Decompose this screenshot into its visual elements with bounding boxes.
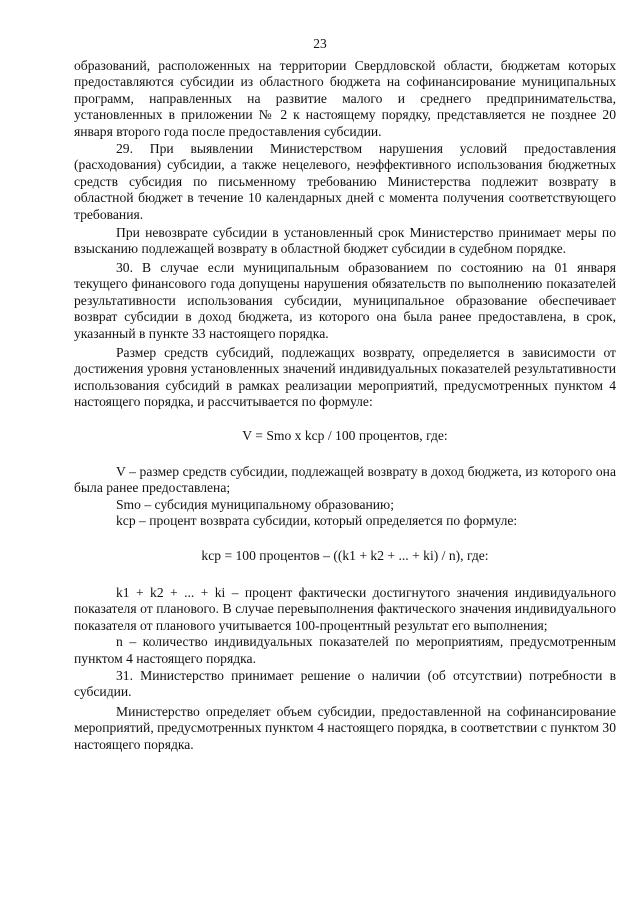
paragraph-return-amount: Размер средств субсидий, подлежащих возврату, определяется в зависимости от достижения уровня установленных значений индивидуальных показателей результативности использования субсидий в рамках реализации мероприятий, предусмотренных пунктом 4 настоящего порядка, и рассчитывается по формуле:: [74, 344, 616, 410]
paragraph-non-return: При невозврате субсидии в установленный срок Министерство принимает меры по взысканию подлежащей возврату в областной бюджет субсидии в судебном порядке.: [74, 225, 616, 257]
definition-k: k1 + k2 + ... + ki – процент фактически достигнутого значения индивидуального показателя от планового. В случае перевыполнения фактического значения индивидуального показателя от планового учитывается 100-процентный результат его выполнения;: [74, 584, 616, 633]
page-number: 23: [313, 36, 327, 51]
definition-kcp: kcp – процент возврата субсидии, который определяется по формуле:: [116, 513, 518, 529]
definition-n: n – количество индивидуальных показателей по мероприятиям, предусмотренным пунктом 4 настоящего порядка.: [74, 634, 616, 666]
paragraph-continuation: образований, расположенных на территории Свердловской области, бюджетам которых предоставляются субсидии из областного бюджета на софинансирование муниципальных программ, направленных на развитие малого и среднего предпринимательства, установленных в приложении № 2 к настоящему порядку, представляется не позднее 20 января второго года после предоставления субсидии.: [74, 58, 616, 139]
paragraph-clause-31: 31. Министерство принимает решение о наличии (об отсутствии) потребности в субсидии.: [74, 668, 616, 700]
formula-kcp: kcp = 100 процентов – ((k1 + k2 + ... + ki) / n), где:: [201, 547, 489, 563]
definition-smo: Smo – субсидия муниципальному образованию;: [116, 496, 394, 512]
definition-v: V – размер средств субсидии, подлежащей возврату в доход бюджета, из которого она была ранее предоставлена;: [74, 463, 616, 496]
paragraph-clause-30: 30. В случае если муниципальным образованием по состоянию на 01 января текущего финансового года допущены нарушения обязательств по выполнению показателей результативности использования субсидии, муниципальное образование обеспечивает возврат субсидии в доход бюджета, из которого она была ранее предоставлена, в срок, указанный в пункте 33 настоящего порядка.: [74, 259, 616, 341]
paragraph-subsidy-volume: Министерство определяет объем субсидии, предоставленной на софинансирование мероприятий, предусмотренных пунктом 4 настоящего порядка, в соответствии с пунктом 30 настоящего порядка.: [74, 703, 616, 752]
paragraph-clause-29: 29. При выявлении Министерством нарушения условий предоставления (расходования) субсидии, а также нецелевого, неэффективного использования бюджетных средств субсидия по письменному требованию Министерства подлежит возврату в областной бюджет в течение 10 календарных дней с момента получения соответствующего требования.: [74, 141, 616, 222]
document-body: [74, 58, 616, 753]
formula-v: V = Smo x kcp / 100 процентов, где:: [242, 427, 448, 443]
